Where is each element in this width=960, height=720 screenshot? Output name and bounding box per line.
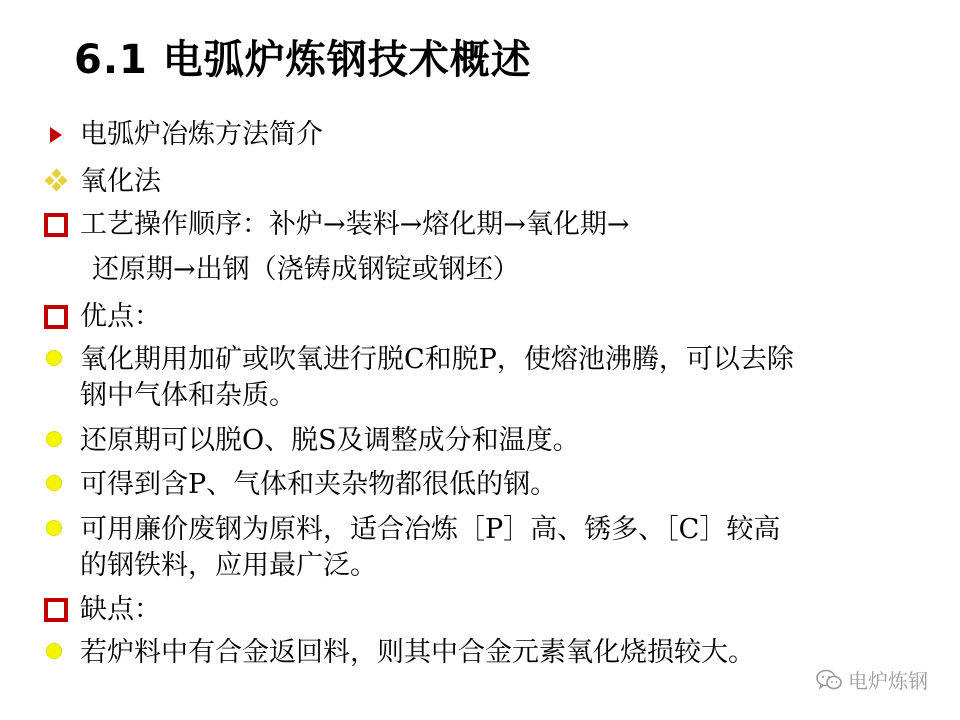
dot-bullet-icon [46, 520, 62, 536]
slide-title: 6.1 电弧炉炼钢技术概述 [74, 37, 532, 83]
bullet-text: 氧化期用加矿或吹氧进行脱C和脱P，使熔池沸腾，可以去除 [80, 344, 794, 375]
watermark-text: 电炉炼钢 [848, 669, 928, 693]
bullet-text: 可得到含P、气体和夹杂物都很低的钢。 [80, 469, 558, 500]
bullet-text: 优点： [80, 301, 161, 332]
square-bullet-icon [44, 598, 68, 622]
watermark [816, 665, 928, 694]
dot-bullet-icon [46, 475, 62, 491]
bullet-text: 若炉料中有合金返回料，则其中合金元素氧化烧损较大。 [80, 637, 755, 668]
dot-bullet-icon [46, 350, 62, 366]
square-bullet-icon [44, 305, 68, 329]
bullet-text: 电弧炉冶炼方法简介 [80, 119, 323, 150]
wechat-icon [816, 669, 842, 691]
bullet-text: 工艺操作顺序：补炉→装料→熔化期→氧化期→ [80, 209, 630, 240]
bullet-text: 氧化法 [80, 166, 161, 197]
diamond-bullet-icon [46, 170, 66, 190]
continuation-text: 钢中气体和杂质。 [80, 380, 296, 411]
bullet-text: 可用廉价废钢为原料，适合冶炼［P］高、锈多、［C］较高 [80, 514, 781, 545]
bullet-text: 还原期可以脱O、脱S及调整成分和温度。 [80, 425, 580, 456]
square-bullet-icon [44, 213, 68, 237]
dot-bullet-icon [46, 643, 62, 659]
dot-bullet-icon [46, 431, 62, 447]
continuation-text: 还原期→出钢（浇铸成钢锭或钢坯） [92, 254, 520, 285]
continuation-text: 的钢铁料，应用最广泛。 [80, 550, 377, 581]
bullet-text: 缺点： [80, 594, 161, 625]
arrow-bullet-icon [50, 127, 62, 143]
